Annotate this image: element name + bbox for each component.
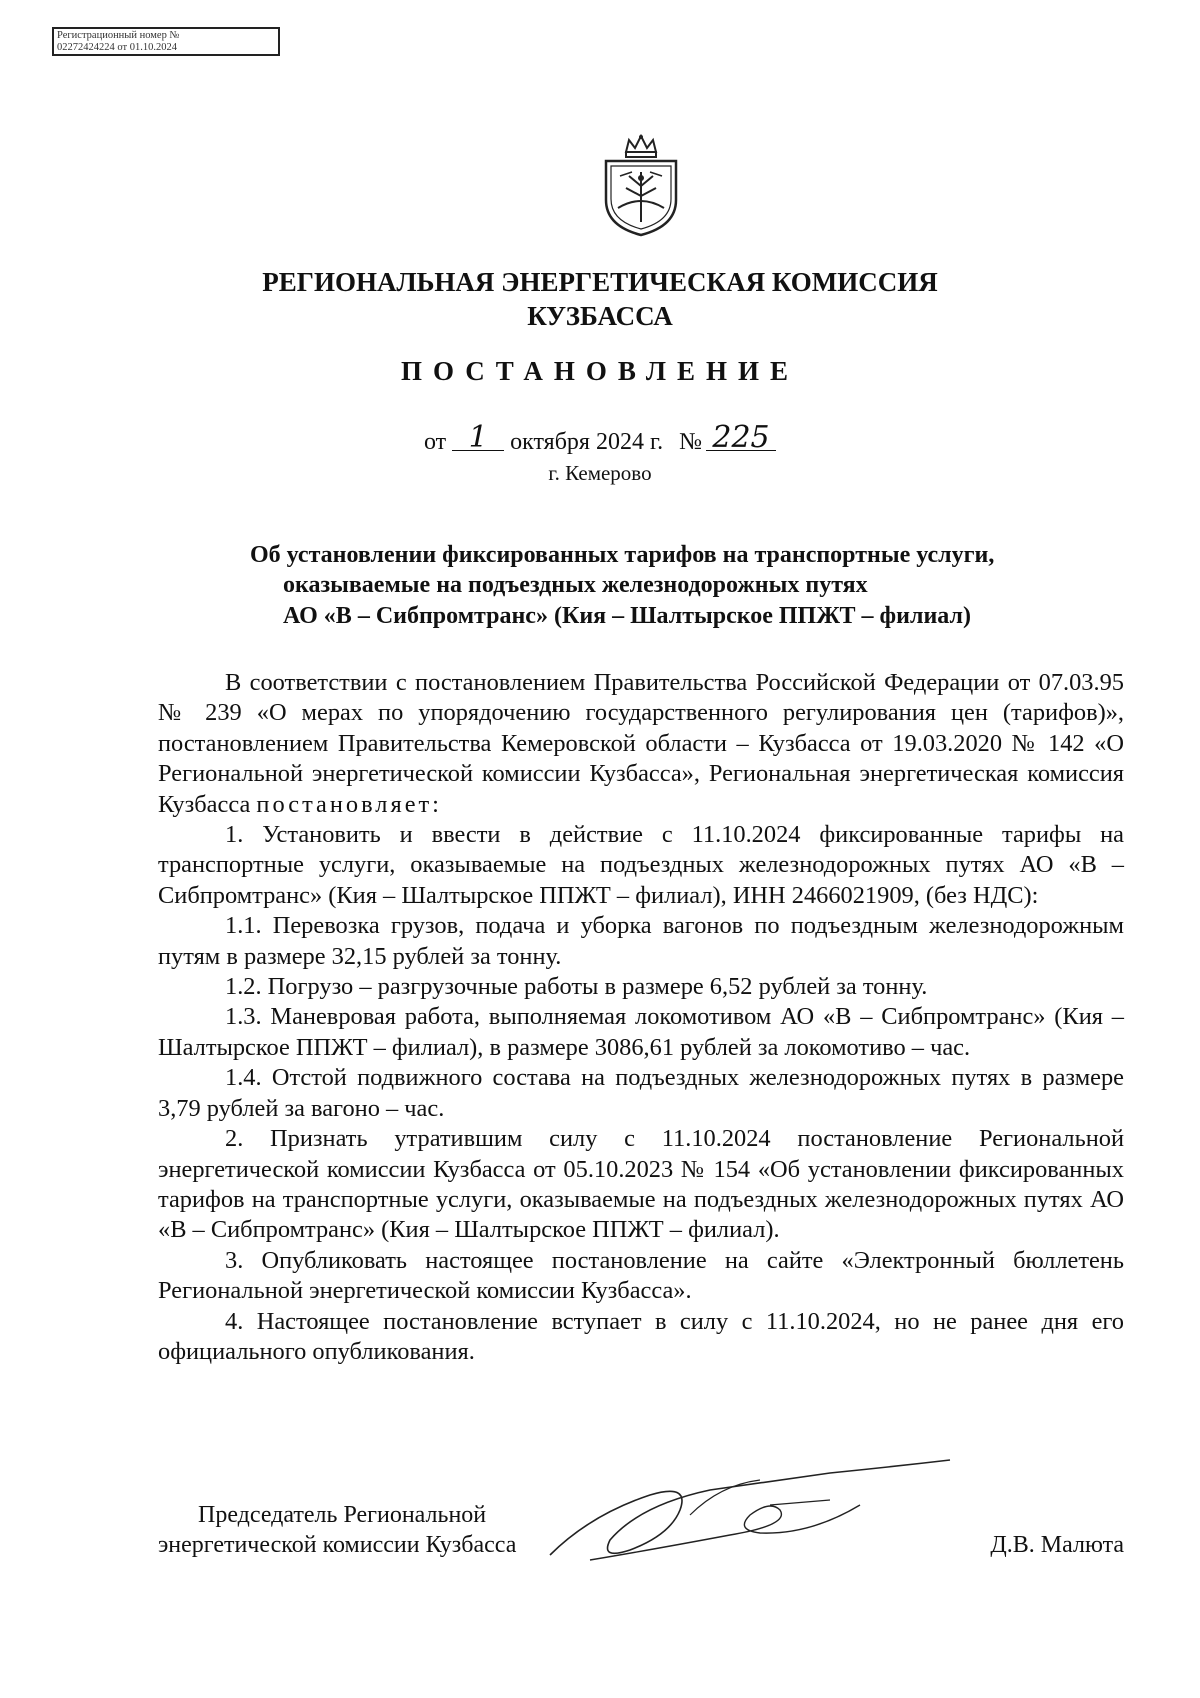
signatory-name: Д.В. Малюта xyxy=(990,1532,1124,1558)
title-line1: Об установлении фиксированных тарифов на транспортные услуги, xyxy=(250,542,995,568)
paragraph-1-3: 1.3. Маневровая работа, выполняемая локомотивом АО «В – Сибпромтранс» (Кия – Шалтырское ППЖТ – филиал), в размере 3086,61 рублей за локомотиво – час. xyxy=(158,1003,1124,1061)
kuzbass-coat-of-arms-icon xyxy=(596,134,686,238)
registration-stamp-line1: Регистрационный номер № xyxy=(57,30,180,41)
title-line3: АО «В – Сибпромтранс» (Кия – Шалтырское ППЖТ – филиал) xyxy=(283,603,971,629)
paragraph-2: 2. Признать утратившим силу с 11.10.2024 постановление Региональной энергетической комиссии Кузбасса от 05.10.2023 № 154 «Об установлении фиксированных тарифов на транспортные услуги, оказываемые на подъездных железнодорожных путях АО «В – Сибпромтранс» (Кия – Шалтырское ППЖТ – филиал). xyxy=(158,1125,1124,1244)
organization-name-line2: КУЗБАССА xyxy=(527,301,673,331)
registration-stamp-line2: 02272424224 от 01.10.2024 xyxy=(57,42,177,53)
date-line xyxy=(0,420,1200,456)
organization-name-line1: РЕГИОНАЛЬНАЯ ЭНЕРГЕТИЧЕСКАЯ КОМИССИЯ xyxy=(262,267,938,297)
preamble-paragraph xyxy=(158,668,1124,820)
resolves-text: постановляет: xyxy=(256,790,442,818)
paragraph-1-1: 1.1. Перевозка грузов, подача и уборка вагонов по подъездным железнодорожным путям в размере 32,15 рублей за тонну. xyxy=(158,912,1124,970)
signature-block xyxy=(158,1500,1124,1560)
preamble-text: В соответствии с постановлением Правительства Российской Федерации от 07.03.95 № 239 «О мерах по упорядочению государственного регулирования цен (тарифов)», постановлением Правительства Кемеровской области – Кузбасса от 19.03.2020 № 142 «О Региональной энергетической комиссии Кузбасса», Региональная энергетическая комиссия Кузбасса xyxy=(158,669,1124,818)
document-body xyxy=(158,668,1124,1367)
handwritten-number: 225 xyxy=(706,426,776,451)
city: г. Кемерово xyxy=(548,461,652,485)
document-type: ПОСТАНОВЛЕНИЕ xyxy=(400,356,800,386)
paragraph-4: 4. Настоящее постановление вступает в силу с 11.10.2024, но не ранее дня его официального опубликования. xyxy=(158,1307,1124,1365)
paragraph-1-4: 1.4. Отстой подвижного состава на подъездных железнодорожных путях в размере 3,79 рублей за вагоно – час. xyxy=(158,1064,1124,1122)
paragraph-3: 3. Опубликовать настоящее постановление на сайте «Электронный бюллетень Региональной энергетической комиссии Кузбасса». xyxy=(158,1246,1124,1305)
paragraph-1: 1. Установить и ввести в действие с 11.10.2024 фиксированные тарифы на транспортные услуги, оказываемые на подъездных железнодорожных путях АО «В – Сибпромтранс» (Кия – Шалтырское ППЖТ – филиал), ИНН 2466021909, (без НДС): xyxy=(158,821,1124,909)
title-line2: оказываемые на подъездных железнодорожных путях xyxy=(283,572,868,598)
date-month-year: октября 2024 г. xyxy=(510,429,664,455)
date-prefix: от xyxy=(423,429,447,455)
paragraph-1-2: 1.2. Погрузо – разгрузочные работы в размере 6,52 рублей за тонну. xyxy=(225,973,928,1001)
registration-stamp xyxy=(52,27,280,56)
signatory-position-line2: энергетической комиссии Кузбасса xyxy=(158,1532,517,1558)
signatory-position-line1: Председатель Региональной xyxy=(198,1502,487,1528)
handwritten-day: 1 xyxy=(452,426,504,451)
number-prefix: № xyxy=(679,429,703,455)
